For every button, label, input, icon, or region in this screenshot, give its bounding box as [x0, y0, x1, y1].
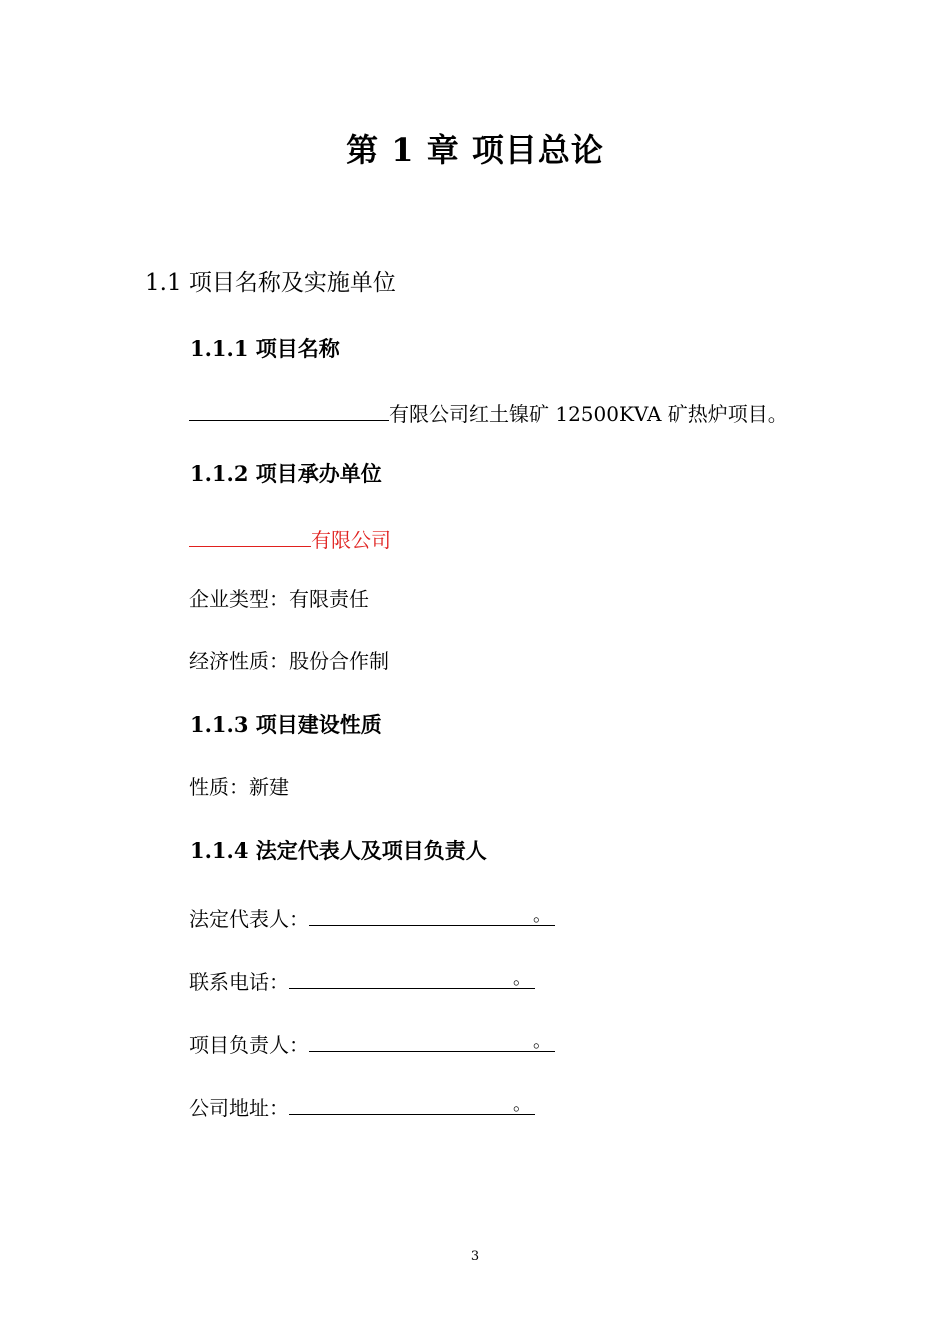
page-number: 3: [470, 1249, 480, 1264]
chapter-title: 第 1 章 项目总论: [346, 131, 604, 169]
address-field: [189, 1092, 535, 1118]
section-heading-1-1: 1.1 项目名称及实施单位: [145, 270, 396, 296]
economic-nature: 经济性质：股份合作制: [189, 649, 389, 673]
subsection-heading-1-1-4: 1.1.4 法定代表人及项目负责人: [190, 838, 487, 863]
phone-label: 联系电话：: [189, 970, 289, 994]
phone-field: [189, 966, 535, 992]
enterprise-type: 企业类型：有限责任: [189, 587, 369, 611]
project-lead-input[interactable]: [309, 1029, 555, 1052]
legal-rep-input[interactable]: [309, 903, 555, 926]
company-text: 有限公司: [311, 528, 391, 552]
project-lead-field: [189, 1029, 555, 1055]
company-line: [189, 526, 391, 550]
legal-rep-period: 。: [533, 905, 551, 926]
phone-input[interactable]: [289, 966, 535, 989]
legal-rep-label: 法定代表人：: [189, 907, 309, 931]
subsection-heading-1-1-1: 1.1.1 项目名称: [190, 336, 340, 361]
project-name-text: 有限公司红土镍矿 12500KVA 矿热炉项目。: [389, 402, 788, 426]
project-lead-period: 。: [533, 1031, 551, 1052]
project-name-line: [189, 400, 788, 424]
construction-nature: 性质：新建: [189, 775, 289, 799]
legal-rep-field: [189, 903, 555, 929]
subsection-heading-1-1-2: 1.1.2 项目承办单位: [190, 461, 382, 486]
address-period: 。: [513, 1094, 531, 1115]
phone-period: 。: [513, 968, 531, 989]
subsection-heading-1-1-3: 1.1.3 项目建设性质: [190, 712, 382, 737]
project-lead-label: 项目负责人：: [189, 1033, 309, 1057]
company-blank: [189, 526, 311, 547]
address-label: 公司地址：: [189, 1096, 289, 1120]
project-name-blank: [189, 400, 389, 421]
address-input[interactable]: [289, 1092, 535, 1115]
